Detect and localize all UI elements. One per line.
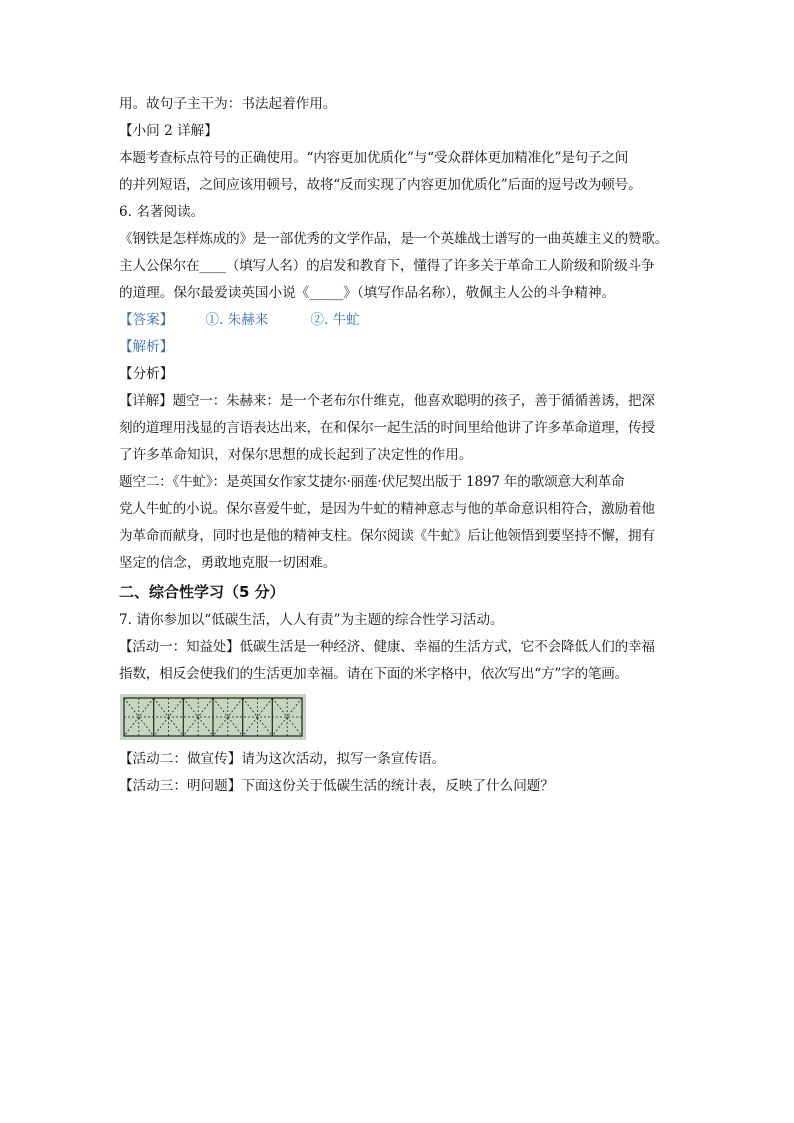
text-line: 【活动一：知益处】低碳生活是一种经济、健康、幸福的生活方式，它不会降低人们的幸福: [119, 639, 655, 655]
text-line: 指数，相反会使我们的生活更加幸福。请在下面的米字格中，依次写出“方”字的笔画。: [119, 666, 629, 682]
analysis-heading: 【分析】: [119, 366, 174, 382]
sub-question-heading: 【小问 2 详解】: [119, 123, 218, 139]
text-line: 《钢铁是怎样炼成的》是一部优秀的文学作品，是一个英雄战士谱写的一曲英雄主义的赞歌。: [119, 231, 669, 247]
answer-2: ②. 牛虻: [310, 312, 360, 328]
text-line: 的并列短语，之间应该用顿号，故将“反而实现了内容更加优质化”后面的逗号改为顿号。: [119, 177, 642, 193]
section-heading: 二、综合性学习（5 分）: [119, 583, 285, 601]
text-line: 【活动三：明问题】下面这份关于低碳生活的统计表，反映了什么问题？: [119, 778, 554, 794]
question-6-title: 6. 名著阅读。: [119, 204, 205, 220]
text-line: 为革命而献身，同时也是他的精神支柱。保尔阅读《牛虻》后让他领悟到要坚持不懈，拥有: [119, 528, 655, 544]
text-line: 刻的道理用浅显的言语表达出来，在和保尔一起生活的时间里给他讲了许多革命道理，传授: [119, 420, 655, 436]
text-line: 的道理。保尔最爱读英国小说《_____》（填写作品名称），敬佩主人公的斗争精神。: [119, 285, 616, 301]
text-line: 【活动二：做宣传】请为这次活动，拟写一条宣传语。: [119, 751, 446, 767]
text-line: 党人牛虻的小说。保尔喜爱牛虻，是因为牛虻的精神意志与他的革命意识相符合，激励着他: [119, 501, 655, 517]
analysis-label: 【解析】: [119, 339, 174, 355]
text-line: 了许多革命知识，对保尔思想的成长起到了决定性的作用。: [119, 447, 473, 463]
answer-1: ①. 朱赫来: [205, 312, 269, 328]
question-7-title: 7. 请你参加以“低碳生活，人人有责”为主题的综合性学习活动。: [119, 612, 504, 628]
document-body: [119, 91, 689, 800]
answer-label: 【答案】: [119, 312, 174, 328]
text-line: 本题考查标点符号的正确使用。“内容更加优质化”与“受众群体更加精准化”是句子之间: [119, 150, 629, 166]
text-line: 主人公保尔在____（填写人名）的启发和教育下，懂得了许多关于革命工人阶级和阶级斗争: [119, 258, 655, 274]
text-line: 用。故句子主干为：书法起着作用。: [119, 96, 337, 112]
text-line: 题空二：《牛虻》：是英国女作家艾捷尔·丽莲·伏尼契出版于 1897 年的歌颂意大利革命: [119, 474, 625, 490]
mi-zi-grid: [120, 694, 306, 740]
mi-zi-grid-cells: [123, 697, 303, 737]
text-line: 坚定的信念，勇敢地克服一切困难。: [119, 555, 337, 571]
text-line: 【详解】题空一：朱赫来：是一个老布尔什维克，他喜欢聪明的孩子，善于循循善诱，把深: [119, 393, 655, 409]
answer-line: [119, 307, 689, 334]
